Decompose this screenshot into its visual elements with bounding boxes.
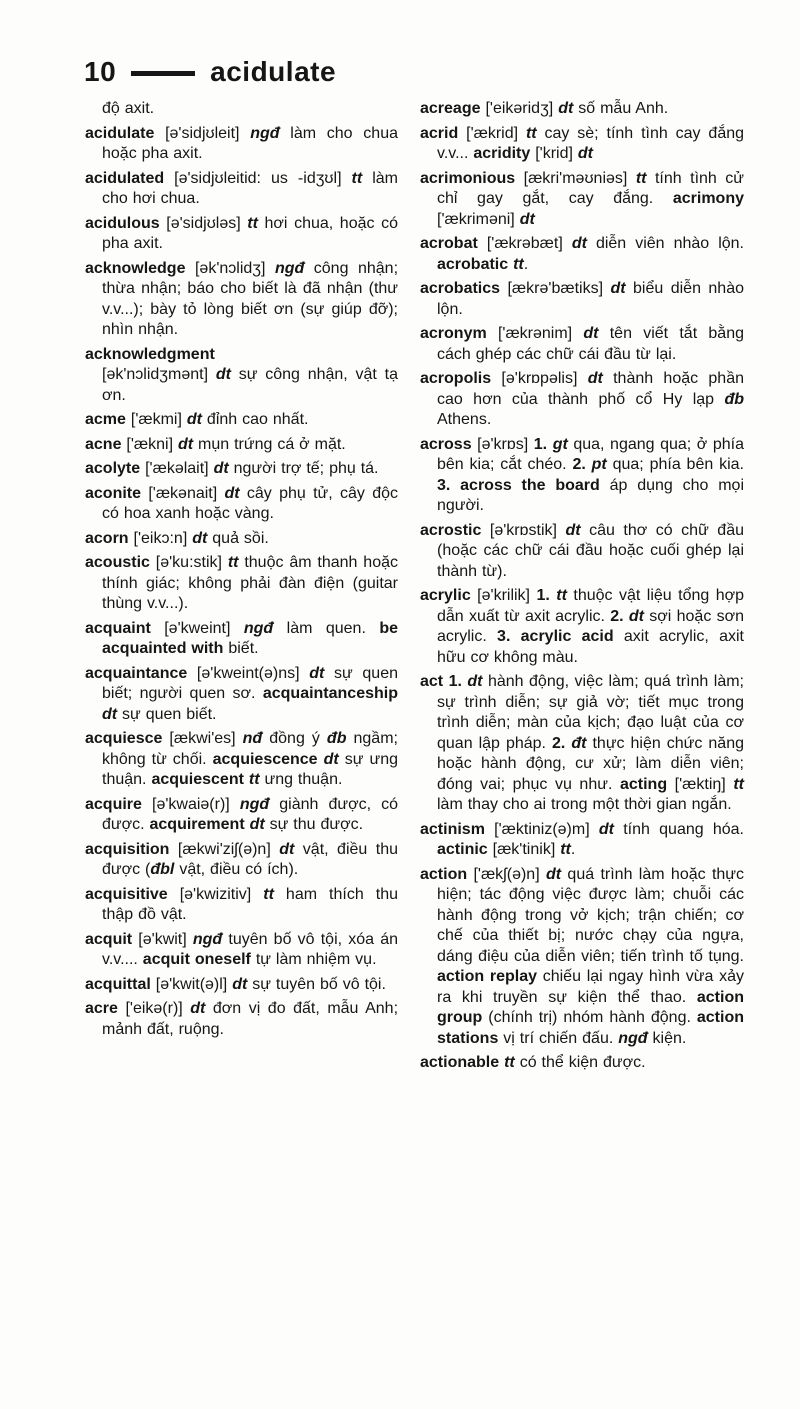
entry-text: vị trí chiến đấu.: [498, 1029, 619, 1047]
pos-label: dt: [577, 145, 594, 162]
sub-headword: acting: [619, 775, 668, 793]
pos-label: ngđ: [274, 259, 305, 277]
headword: action: [420, 865, 468, 883]
pos-label: dt: [571, 235, 587, 252]
dictionary-entry: [85, 169, 398, 210]
pos-label: dt: [279, 840, 295, 858]
entry-text: ['eikə(r)]: [117, 1000, 191, 1017]
sub-headword: acridity: [473, 145, 531, 162]
entry-text: [ə'sidjʊleitid: us -idʒʊl]: [164, 169, 352, 187]
pos-label: dt: [190, 1000, 206, 1017]
entry-text: làm cho chua hoặc pha axit.: [102, 124, 398, 162]
headword: acrobat: [420, 235, 478, 252]
entry-text: ['ækrənim]: [486, 325, 584, 342]
entry-text: ưng thuận.: [259, 771, 343, 788]
sub-headword: acquaintanceship: [262, 685, 398, 702]
entry-text: [ə'krɒs]: [471, 435, 534, 453]
headword: across: [420, 435, 472, 453]
headword: acme: [85, 411, 126, 428]
entry-text: (chính trị) nhóm hành động.: [482, 1009, 697, 1026]
pos-label: dt: [467, 673, 483, 690]
entry-text: chiếu lại ngay hình vừa xảy ra khi truyền sự kiện thể thao.: [437, 968, 745, 1006]
sub-headword: action stations: [437, 1009, 744, 1047]
dictionary-entry: [85, 345, 398, 407]
headword: acquiesce: [85, 730, 163, 747]
entry-text: biết.: [223, 640, 259, 657]
entry-text: sự ưng thuận.: [102, 750, 398, 788]
headword: acne: [85, 435, 122, 453]
entry-text: ['ækrəbæt]: [477, 235, 572, 252]
pos-label: tt: [513, 255, 524, 273]
entry-text: quá trình làm hoặc thực hiện; tác động việc được làm; chuỗi các hành động trong vở kịch; trận chiến; cơ chế của thiết bị; nước chạy của ngựa, dáng điệu của diễn viên; tiến trình tố tụng.: [437, 865, 745, 965]
entry-text: [æk'tinik]: [487, 841, 561, 858]
entry-text: qua; phía bên kia.: [606, 456, 744, 473]
sub-headword: 3. acrylic acid: [497, 628, 614, 645]
sub-headword: 1.: [536, 587, 550, 604]
pos-label: dt: [323, 750, 339, 768]
headword: acidulated: [85, 169, 165, 187]
pos-label: đt: [571, 734, 587, 752]
headword: acquit: [85, 930, 133, 948]
entry-text: đỉnh cao nhất.: [201, 411, 309, 428]
entry-text: thuộc vật liệu tổng hợp dẫn xuất từ axit acrylic.: [437, 587, 744, 625]
dictionary-entry: [85, 975, 398, 996]
pos-label: tt: [227, 554, 239, 571]
headword: acorn: [85, 529, 129, 547]
entry-text: tự làm nhiệm vụ.: [250, 951, 377, 968]
dictionary-entry: [85, 124, 398, 165]
entry-text: [ə'kweint]: [150, 619, 244, 637]
entry-text: ['ækrid]: [458, 124, 526, 142]
pos-label: tt: [635, 169, 647, 187]
pos-label: dt: [565, 521, 581, 539]
pos-label: dt: [224, 484, 240, 502]
headword: acquire: [85, 795, 142, 813]
pos-label: tt: [504, 1054, 515, 1071]
dictionary-entry: [420, 169, 744, 231]
column-left: [85, 99, 398, 1044]
dictionary-entry: [85, 930, 398, 971]
entry-text: ham thích thu thập đồ vật.: [102, 885, 399, 923]
entry-text: công nhận; thừa nhận; báo cho biết là đã nhận (thư v.v...); bày tỏ lòng biết ơn (sự giúp đỡ); nhìn nhận.: [102, 259, 399, 338]
entry-text: tính quang hóa.: [614, 820, 744, 838]
entry-text: tính tình cử chỉ gay gắt, cay đắng.: [437, 169, 744, 207]
entry-text: ['ækəlait]: [140, 460, 214, 477]
sub-headword: 3. across the board: [437, 476, 600, 494]
dictionary-entry: [85, 619, 398, 660]
entry-text: thành hoặc phần cao hơn của thành phố cổ Hy lạp: [437, 370, 744, 408]
entry-text: đồng ý: [262, 730, 327, 747]
entry-text: vật, điều có ích).: [174, 861, 299, 878]
pos-label: đb: [724, 390, 744, 408]
pos-label: đb: [326, 730, 347, 747]
entry-text: [ə'kwit(ə)l]: [150, 975, 233, 993]
pos-label: dt: [232, 975, 248, 993]
entry-text: ['æktiniz(ə)m]: [484, 820, 599, 838]
entry-text: cây phụ tử, cây độc có hoa xanh hoặc vàng.: [102, 484, 398, 522]
sub-headword: acrobatic: [437, 255, 509, 273]
page-header: [84, 56, 336, 88]
dictionary-entry: [85, 484, 398, 525]
headword: acquisitive: [85, 885, 168, 903]
entry-text: tên viết tắt bằng cách ghép các chữ cái đầu từ lại.: [437, 325, 744, 363]
entry-text: áp dụng cho mọi người.: [437, 476, 745, 514]
headword: acrylic: [420, 587, 471, 604]
entry-text: sự quen biết; người quen sơ.: [102, 664, 398, 702]
pos-label: dt: [610, 280, 626, 297]
dictionary-entry: [85, 410, 398, 431]
entry-text: ['ækmi]: [125, 411, 187, 428]
guide-word: acidulate: [210, 56, 337, 87]
pos-label: dt: [177, 435, 194, 453]
headword: acidulous: [85, 214, 160, 232]
sub-headword: acquit oneself: [142, 951, 251, 968]
headword: acquaintance: [85, 664, 188, 682]
dictionary-entry: [85, 435, 398, 456]
entry-text: giành được, có được.: [102, 795, 398, 833]
entry-text: sự thu được.: [264, 816, 364, 833]
headword: acrobatics: [420, 280, 501, 297]
entry-text: ['ækriməni]: [437, 210, 520, 228]
sub-headword: 2.: [610, 607, 624, 625]
entry-text: [ə'krɒstik]: [481, 521, 566, 539]
entry-text: .: [523, 255, 529, 273]
entry-text: mụn trứng cá ở mặt.: [193, 435, 346, 453]
headword: acrostic: [420, 521, 482, 539]
pos-label: tt: [351, 169, 363, 187]
page-number: 10: [84, 56, 117, 87]
dictionary-entry: [420, 99, 744, 120]
entry-text: ['ækənait]: [141, 484, 225, 502]
entry-text: hành động, việc làm; quá trình làm; sự trình diễn; sự giả vờ; tiết mục trong trình diễn; màn của kịch; đạo luật của cơ quan lập pháp.: [437, 673, 744, 752]
entry-text: ['eikɔ:n]: [128, 529, 193, 547]
headword: acolyte: [85, 460, 141, 477]
pos-label: dt: [545, 865, 562, 883]
entry-text: [ə'kwaiə(r)]: [141, 795, 240, 813]
entry-text: làm quen.: [273, 619, 380, 637]
entry-text: thực hiện chức năng hoặc hành động, cư xử; làm diễn viên; đóng vai; phục vụ như.: [437, 734, 744, 793]
entry-text: tuyên bố vô tội, xóa án v.v....: [102, 930, 398, 968]
pos-label: dt: [186, 411, 202, 428]
entry-text: sự tuyên bố vô tội.: [247, 975, 386, 993]
headword: acropolis: [420, 370, 492, 387]
sub-headword: action replay: [437, 968, 537, 985]
dictionary-entry: [85, 999, 398, 1040]
headword: acknowledge: [85, 259, 186, 277]
entry-text: .: [570, 841, 576, 858]
pos-label: dt: [583, 325, 599, 342]
dictionary-entry: [420, 586, 744, 668]
headword: aconite: [85, 484, 142, 502]
entry-text: ['krid]: [530, 145, 578, 162]
entry-text: vật, điều thu được (: [102, 840, 398, 878]
entry-text: đơn vị đo đất, mẫu Anh; mảnh đất, ruộng.: [102, 1000, 399, 1038]
entry-text: ngầm; không từ chối.: [102, 730, 398, 768]
headword: acknowledgment: [85, 345, 215, 363]
pos-label: dt: [519, 210, 535, 228]
entry-text: [ækwi'ziʃ(ə)n]: [169, 840, 280, 858]
headword: actinism: [420, 820, 485, 838]
column-right: [420, 99, 744, 1078]
entry-text: có thể kiện được.: [514, 1054, 646, 1071]
entry-text: người trợ tế; phụ tá.: [228, 460, 379, 477]
entry-text: kiện.: [647, 1029, 687, 1047]
sub-headword: acquirement: [149, 816, 245, 833]
headword: acrimonious: [420, 169, 516, 187]
entry-text: axit acrylic, axit hữu cơ không màu.: [437, 628, 744, 666]
pos-label: dt: [192, 529, 208, 547]
entry-text: [ə'ku:stik]: [149, 554, 228, 571]
dictionary-entry: [85, 529, 398, 550]
header-rule: [131, 71, 195, 76]
sub-headword: acquiescent: [151, 771, 244, 788]
entry-text: [ə'kwit]: [132, 930, 193, 948]
entry-text: [ək'nɔlidʒ]: [185, 259, 275, 277]
entry-continuation: [85, 99, 398, 120]
dictionary-entry: [420, 435, 744, 517]
dictionary-entry: [85, 459, 398, 480]
dictionary-entry: [85, 664, 398, 726]
pos-label: ngđ: [239, 795, 270, 813]
pos-label: dt: [558, 100, 574, 117]
headword: actionable: [420, 1054, 500, 1071]
entry-text: làm thay cho ai trong một thời gian ngắn.: [437, 796, 732, 813]
entry-text: [ə'krilik]: [470, 587, 537, 604]
pos-label: dt: [215, 366, 231, 383]
entry-text: [ə'krɒpəlis]: [491, 370, 588, 387]
entry-text: [ə'sidjʊleit]: [154, 124, 251, 142]
headword: act 1.: [420, 673, 462, 690]
dictionary-entry: [85, 214, 398, 255]
sub-headword: 2.: [572, 456, 586, 473]
pos-label: tt: [733, 775, 744, 793]
dictionary-entry: [420, 369, 744, 431]
entry-text: sự quen biết.: [117, 705, 217, 723]
pos-label: tt: [263, 885, 274, 903]
entry-text: thuộc âm thanh hoặc thính giác; không phải đàn điện (guitar thùng v.v...).: [102, 554, 399, 612]
entry-text: ['ækʃ(ə)n]: [467, 865, 546, 883]
headword: acoustic: [85, 554, 150, 571]
sub-headword: be acquainted with: [102, 619, 399, 657]
dictionary-entry: [420, 820, 744, 861]
entry-text: độ axit.: [102, 100, 155, 117]
dictionary-entry: [420, 521, 744, 583]
dictionary-entry: [420, 672, 744, 816]
entry-text: [ə'kwizitiv]: [167, 885, 264, 903]
entry-text: biểu diễn nhào lộn.: [437, 280, 744, 318]
pos-label: ngđ: [618, 1029, 648, 1047]
entry-text: quả sồi.: [207, 529, 269, 547]
dictionary-entry: [85, 729, 398, 791]
entry-text: ['ækni]: [121, 435, 178, 453]
sub-headword: acquiescence: [212, 750, 318, 768]
dictionary-entry: [85, 885, 398, 926]
dictionary-entry: [85, 840, 398, 881]
sub-headword: acrimony: [672, 190, 744, 207]
pos-label: tt: [556, 587, 567, 604]
entry-text: [ækri'məʊniəs]: [515, 169, 636, 187]
headword: acre: [85, 1000, 118, 1017]
pos-label: tt: [525, 124, 537, 142]
entry-text: [ə'kweint(ə)ns]: [187, 664, 310, 682]
dictionary-entry: [85, 795, 398, 836]
dictionary-entry: [420, 324, 744, 365]
entry-text: [ækrə'bætiks]: [500, 280, 611, 297]
headword: acidulate: [85, 124, 155, 142]
pos-label: dt: [249, 816, 265, 833]
dictionary-entry: [420, 1053, 744, 1074]
entry-text: ['æktiŋ]: [667, 775, 734, 793]
pos-label: ngđ: [192, 930, 223, 948]
pos-label: dt: [587, 370, 603, 387]
pos-label: gt: [552, 435, 568, 453]
dictionary-entry: [85, 553, 398, 615]
pos-label: đbl: [150, 861, 175, 878]
pos-label: dt: [598, 820, 614, 838]
pos-label: ngđ: [250, 124, 280, 142]
pos-label: nđ: [242, 730, 263, 747]
entry-text: số mẫu Anh.: [573, 100, 669, 117]
pos-label: tt: [560, 841, 571, 858]
dictionary-entry: [85, 259, 398, 341]
pos-label: tt: [248, 771, 260, 788]
dictionary-entry: [420, 279, 744, 320]
pos-label: ngđ: [243, 619, 274, 637]
pos-label: dt: [628, 607, 644, 625]
headword: acquisition: [85, 840, 170, 858]
headword: acronym: [420, 325, 487, 342]
entry-text: qua, ngang qua; ở phía bên kia; cắt chéo.: [437, 435, 744, 473]
sub-headword: action group: [437, 988, 744, 1026]
entry-text: diễn viên nhào lộn.: [586, 235, 744, 252]
entry-text: sợi hoặc sơn acrylic.: [437, 607, 745, 645]
sub-headword: 2.: [552, 734, 566, 752]
headword: acreage: [420, 100, 481, 117]
entry-text: ['eikəridʒ]: [480, 100, 559, 117]
sub-headword: actinic: [437, 841, 488, 858]
pos-label: pt: [591, 456, 607, 473]
headword: acrid: [420, 124, 459, 142]
entry-text: sự công nhận, vật tạ ơn.: [102, 366, 399, 404]
entry-text: [ə'sidjʊləs]: [159, 214, 248, 232]
entry-text: [ækwi'es]: [162, 730, 243, 747]
sub-headword: 1.: [533, 435, 548, 453]
pos-label: dt: [102, 705, 118, 723]
entry-text: câu thơ có chữ đầu (hoặc các chữ cái đầu hoặc cuối ghép lại thành từ).: [437, 521, 745, 580]
entry-text: Athens.: [437, 411, 492, 428]
dictionary-entry: [420, 124, 744, 165]
entry-text: hơi chua, hoặc có pha axit.: [102, 214, 398, 252]
pos-label: dt: [309, 664, 325, 682]
entry-text: làm cho hơi chua.: [102, 169, 398, 207]
entry-text: cay sè; tính tình cay đắng v.v...: [437, 124, 745, 162]
headword: acquaint: [85, 619, 151, 637]
entry-text: [ək'nɔlidʒmənt]: [102, 366, 216, 383]
dictionary-entry: [420, 234, 744, 275]
pos-label: tt: [247, 214, 258, 232]
pos-label: dt: [213, 460, 229, 477]
headword: acquittal: [85, 975, 151, 993]
dictionary-entry: [420, 865, 744, 1050]
